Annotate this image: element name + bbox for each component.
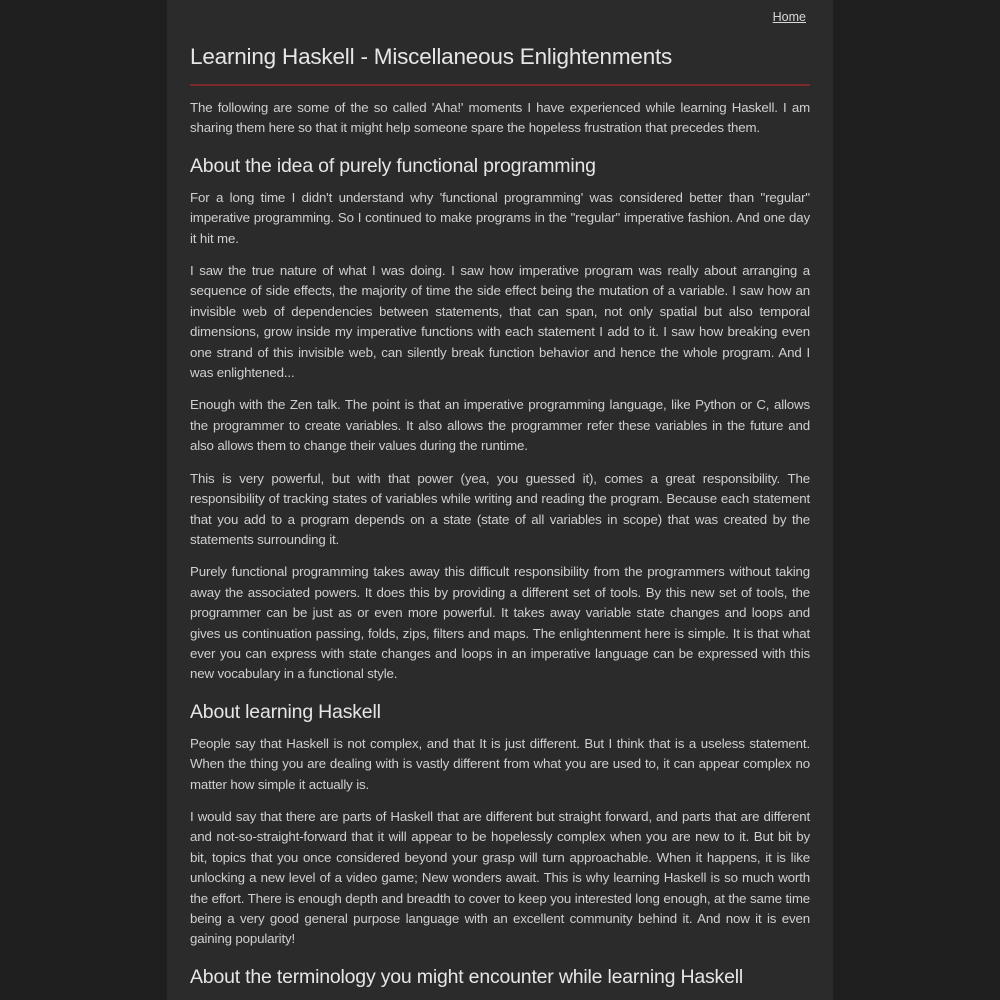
section-heading-functional: About the idea of purely functional programming xyxy=(190,154,596,177)
page-column xyxy=(167,0,833,1000)
section-heading-learning: About learning Haskell xyxy=(190,700,381,723)
intro-paragraph: The following are some of the so called 'Aha!' moments I have experienced while learning Haskell. I am sharing them here so that it might help someone spare the hopeless frustration that precedes them. xyxy=(190,100,810,136)
article-content xyxy=(190,0,810,999)
paragraph: Enough with the Zen talk. The point is that an imperative programming language, like Python or C, allows the programmer to create variables. It also allows the programmer refer these variables in the future and also allows them to change their values during the runtime. xyxy=(190,397,810,454)
page-title: Learning Haskell - Miscellaneous Enlightenments xyxy=(190,44,810,86)
paragraph: I saw the true nature of what I was doing. I saw how imperative program was really about arranging a sequence of side effects, the majority of time the side effect being the mutation of a variable. I saw how an invisible web of dependencies between statements, that can span, not only spatial but also temporal dimensions, grow inside my imperative functions with each statement I add to it. I saw how breaking even one strand of this invisible web, can silently break function behavior and hence the whole program. And I was enlightened... xyxy=(190,263,810,381)
section-heading-terminology: About the terminology you might encounter while learning Haskell xyxy=(190,965,744,988)
paragraph: Purely functional programming takes away this difficult responsibility from the programmers without taking away the associated powers. It does this by providing a different set of tools. By this new set of tools, the programmer can be just as or even more powerful. It takes away variable state changes and loops and gives us continuation passing, folds, zips, filters and maps. The enlightenment here is simple. It is that what ever you can express with state changes and loops in an imperative language can be expressed with this new vocabulary in a functional style. xyxy=(190,564,810,682)
paragraph: I would say that there are parts of Haskell that are different but straight forward, and parts that are different and not-so-straight-forward that it will appear to be hopelessly complex when you are new to it. But bit by bit, topics that you once considered beyond your grasp will turn approachable. When it happens, it is like unlocking a new level of a video game; New wonders await. This is why learning Haskell is so much worth the effort. There is enough depth and breadth to cover to keep you interested long enough, at the same time being a very good general purpose language with an excellent community behind it. And now it is even gaining popularity! xyxy=(190,808,810,947)
top-nav xyxy=(190,0,806,32)
paragraph: People say that Haskell is not complex, and that It is just different. But I think that is a useless statement. When the thing you are dealing with is vastly different from what you are used to, it can appear complex no matter how simple it actually is. xyxy=(190,735,810,792)
home-link[interactable]: Home xyxy=(772,10,806,24)
paragraph: This is very powerful, but with that power (yea, you guessed it), comes a great responsibility. The responsibility of tracking states of variables while writing and reading the program. Because each statement that you add to a program depends on a state (state of all variables in scope) that was created by the statements surrounding it. xyxy=(190,470,810,547)
paragraph: For a long time I didn't understand why 'functional programming' was considered better than "regular" imperative programming. So I continued to make programs in the "regular" imperative fashion. And one day it hit me. xyxy=(190,189,810,246)
